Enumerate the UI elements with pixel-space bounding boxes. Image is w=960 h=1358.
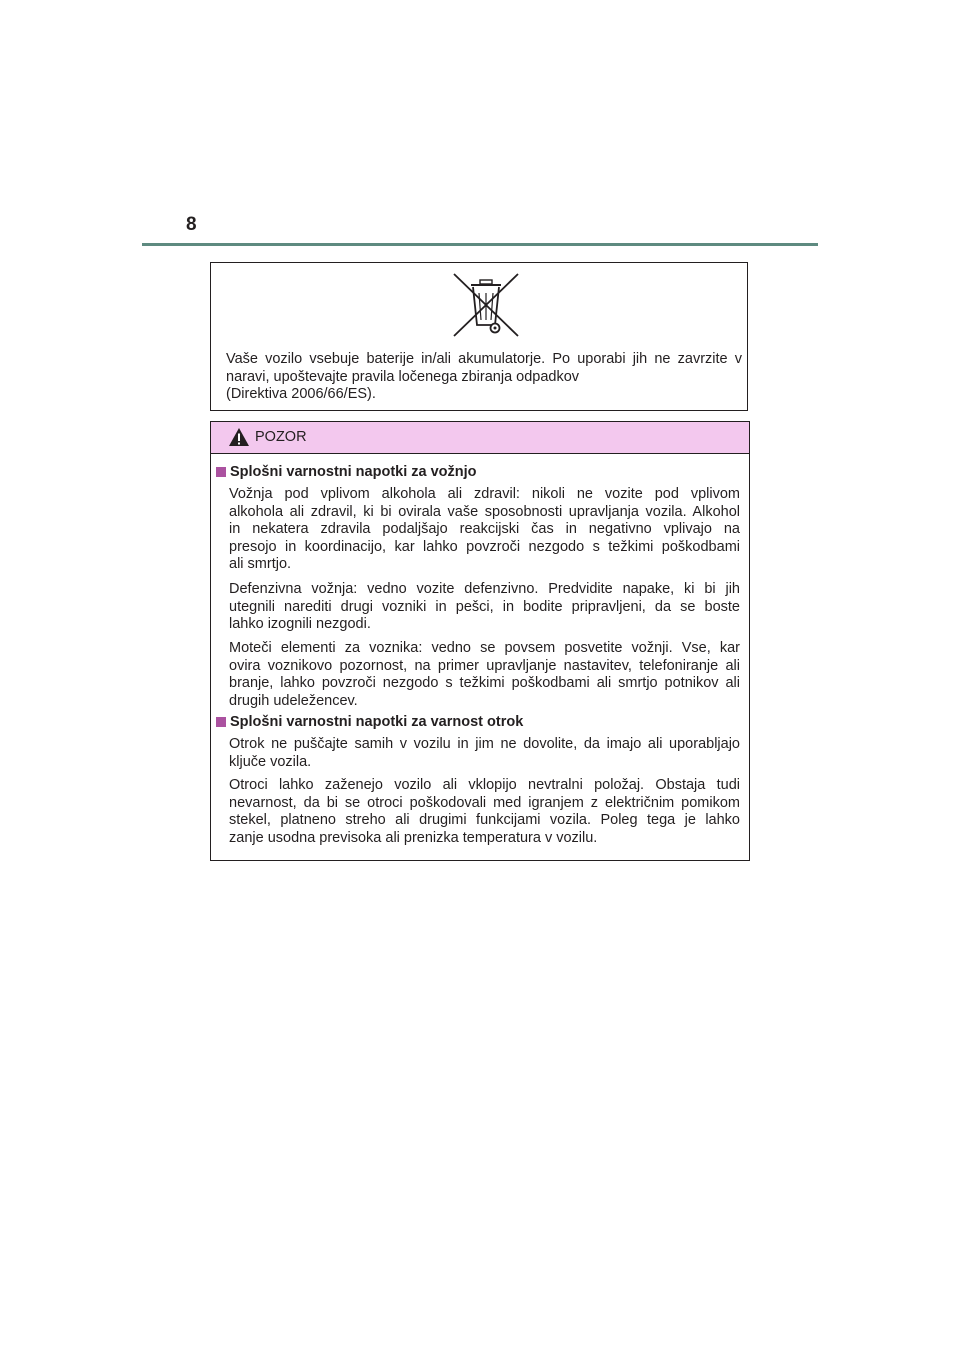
warning-triangle-icon — [228, 427, 250, 447]
text-line: stekel, platneno streho ali drugimi funkcijami vozila. Poleg tega je lahko — [229, 812, 740, 828]
section-bullet-icon — [216, 717, 226, 727]
paragraph — [229, 581, 740, 634]
text-line: utegnili narediti drugi vozniki in pešci, in bodite pripravljeni, da se boste — [229, 598, 740, 615]
paragraph — [229, 777, 740, 847]
text-line: ključe vozila. — [229, 753, 312, 770]
header-rule — [142, 243, 818, 246]
text-line: in nekatera zdravila podaljšajo reakcijski čas in negativno vplivajo na — [229, 521, 740, 537]
text-line: drugih udeležencev. — [229, 692, 358, 709]
section-title-text: Splošni varnostni napotki za varnost otrok — [230, 714, 524, 730]
section-title — [216, 464, 477, 480]
paragraph — [229, 640, 740, 710]
text-line: ali smrtjo. — [229, 556, 292, 572]
crossed-out-wheelie-bin-icon — [451, 271, 521, 339]
text-line: Otroci lahko zaženejo vozilo ali vklopijo nevtralni položaj. Obstaja tudi — [229, 777, 740, 793]
page-number: 8 — [186, 214, 197, 235]
text-line: naravi, upoštevajte pravila ločenega zbiranja odpadkov — [226, 368, 580, 385]
text-line: nevarnost, da bi se otroci poškodovali med igranjem z električnim pomikom — [229, 794, 740, 811]
text-line: alkohola ali zdravil, ki bi ovirala vaše sposobnosti upravljanja vozila. Alkohol — [229, 503, 740, 520]
section-title-text: Splošni varnostni napotki za vožnjo — [230, 464, 477, 480]
text-line: Moteči elementi za voznika: vedno se povsem posvetite vožnji. Vse, kar — [229, 640, 740, 656]
text-line: Otrok ne puščajte samih v vozilu in jim ne dovolite, da imajo ali uporabljajo — [229, 736, 740, 752]
text-line: Vaše vozilo vsebuje baterije in/ali akumulatorje. Po uporabi jih ne zavrzite v — [226, 351, 742, 367]
section-title — [216, 714, 523, 730]
text-line: zanje usodna previsoka ali prenizka temperatura v vozilu. — [229, 829, 598, 846]
caution-header — [211, 422, 749, 454]
caution-box — [210, 421, 750, 861]
text-line: branje, lahko povzroči nezgodo s težkimi poškodbami ali smrtjo potnikov ali — [229, 675, 740, 691]
paragraph — [229, 736, 740, 771]
text-line: Defenzivna vožnja: vedno vozite defenzivno. Predvidite napake, ki bi jih — [229, 581, 740, 597]
caution-label: POZOR — [255, 429, 307, 445]
battery-disposal-notice — [210, 262, 748, 411]
text-line: (Direktiva 2006/66/ES). — [226, 386, 376, 402]
text-line: ovira voznikovo pozornost, na primer upravljanje nastavitev, telefoniranje ali — [229, 657, 740, 674]
text-line: presojo in koordinacijo, kar lahko povzroči nezgodo s težkimi poškodbami — [229, 538, 740, 555]
text-line: Vožnja pod vplivom alkohola ali zdravil: nikoli ne vozite pod vplivom — [229, 486, 740, 502]
text-line: lahko izognili nezgodi. — [229, 616, 371, 632]
paragraph — [229, 486, 740, 574]
section-bullet-icon — [216, 467, 226, 477]
battery-disposal-text — [226, 351, 742, 404]
